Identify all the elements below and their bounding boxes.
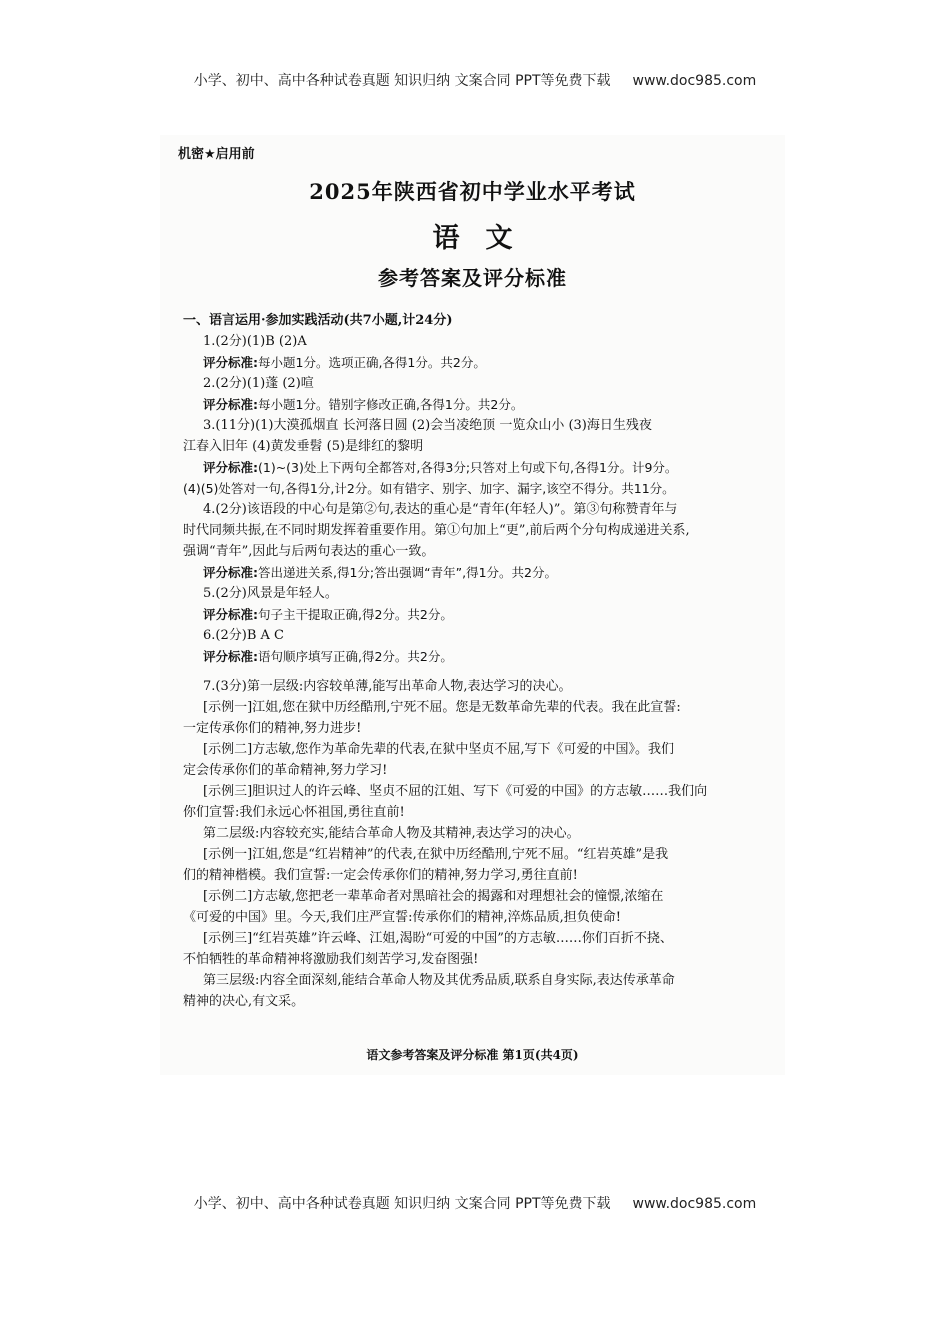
answer-q4-line2: 时代同频共振,在不同时期发挥着重要作用。第①句加上“更”,前后两个分句构成递进关系, [183,523,690,538]
subject-title: 语文 [432,223,539,254]
q7-l2-example3-b: 不怕牺牲的革命精神将激励我们刻苦学习,发奋图强! [183,952,479,967]
answer-key-title: 参考答案及评分标准 [378,266,567,290]
secret-mark: 机密★启用前 [178,147,255,162]
answer-q6: 6.(2分)B A C [203,628,284,643]
scoring-standard-q3-line2: (4)(5)处答对一句,各得1分,计2分。如有错字、别字、加字、漏字,该空不得分。共11分。 [183,481,675,496]
q7-l1-example2-a: [示例二]方志敏,您作为革命先辈的代表,在狱中坚贞不屈,写下《可爱的中国》。我们 [203,742,675,757]
banner-site-link[interactable]: www.doc985.com [632,73,757,89]
scoring-standard-q2: 评分标准:每小题1分。错别字修改正确,各得1分。共2分。 [203,397,524,412]
header-banner [0,70,950,90]
q7-l1-example3-b: 你们宣誓:我们永远心怀祖国,勇往直前! [183,805,405,820]
answer-q7-level3-b: 精神的决心,有文采。 [183,994,305,1009]
scoring-standard-q6: 评分标准:语句顺序填写正确,得2分。共2分。 [203,649,453,664]
footer-banner [0,1193,950,1213]
answer-q7-level2: 第二层级:内容较充实,能结合革命人物及其精神,表达学习的决心。 [203,826,580,841]
q7-l1-example2-b: 定会传承你们的革命精神,努力学习! [183,763,388,778]
answer-q4-line3: 强调“青年”,因此与后两句表达的重心一致。 [183,544,435,559]
exam-title: 2025年陕西省初中学业水平考试 [309,179,636,204]
q7-l1-example3-a: [示例三]胆识过人的许云峰、坚贞不屈的江姐、写下《可爱的中国》的方志敏……我们向 [203,784,708,799]
section-heading: 一、语言运用·参加实践活动(共7小题,计24分) [183,313,453,328]
answer-q5: 5.(2分)风景是年轻人。 [203,586,338,601]
scoring-standard-q1: 评分标准:每小题1分。选项正确,各得1分。共2分。 [203,355,486,370]
answer-q1: 1.(2分)(1)B (2)A [203,334,307,349]
answer-q2: 2.(2分)(1)蓬 (2)喧 [203,376,314,391]
banner-site-link[interactable]: www.doc985.com [632,1196,757,1212]
scoring-standard-q3-line1: 评分标准:(1)~(3)处上下两句全都答对,各得3分;只答对上句或下句,各得1分。计9分。 [203,460,678,475]
answer-body [183,310,773,1012]
q7-l1-example1-b: 一定传承你们的精神,努力进步! [183,721,362,736]
q7-l2-example2-b: 《可爱的中国》里。今天,我们庄严宣誓:传承你们的精神,淬炼品质,担负使命! [183,910,622,925]
scoring-standard-q5: 评分标准:句子主干提取正确,得2分。共2分。 [203,607,453,622]
q7-l2-example2-a: [示例二]方志敏,您把老一辈革命者对黑暗社会的揭露和对理想社会的憧憬,浓缩在 [203,889,664,904]
answer-q7-level1: 7.(3分)第一层级:内容较单薄,能写出革命人物,表达学习的决心。 [203,679,572,694]
answer-q3-line2: 江春入旧年 (4)黄发垂髫 (5)是绯红的黎明 [183,439,424,454]
answer-q3-line1: 3.(11分)(1)大漠孤烟直 长河落日圆 (2)会当凌绝顶 一览众山小 (3)海日生残夜 [203,418,652,433]
banner-text: 小学、初中、高中各种试卷真题 知识归纳 文案合同 PPT等免费下载 [193,1196,611,1212]
q7-l2-example3-a: [示例三]“红岩英雄”许云峰、江姐,渴盼“可爱的中国”的方志敏……你们百折不挠、 [203,931,673,946]
q7-l2-example1-a: [示例一]江姐,您是“红岩精神”的代表,在狱中历经酷刑,宁死不屈。“红岩英雄”是我 [203,847,669,862]
q7-l1-example1-a: [示例一]江姐,您在狱中历经酷刑,宁死不屈。您是无数革命先辈的代表。我在此宣誓: [203,700,681,715]
page-footer: 语文参考答案及评分标准 第1页(共4页) [366,1048,579,1062]
answer-q7-level3-a: 第三层级:内容全面深刻,能结合革命人物及其优秀品质,联系自身实际,表达传承革命 [203,973,675,988]
q7-l2-example1-b: 们的精神楷模。我们宣誓:一定会传承你们的精神,努力学习,勇往直前! [183,868,578,883]
answer-q4-line1: 4.(2分)该语段的中心句是第②句,表达的重心是“青年(年轻人)”。第③句称赞青年与 [203,502,678,517]
scoring-standard-q4: 评分标准:答出递进关系,得1分;答出强调“青年”,得1分。共2分。 [203,565,557,580]
banner-text: 小学、初中、高中各种试卷真题 知识归纳 文案合同 PPT等免费下载 [193,73,611,89]
